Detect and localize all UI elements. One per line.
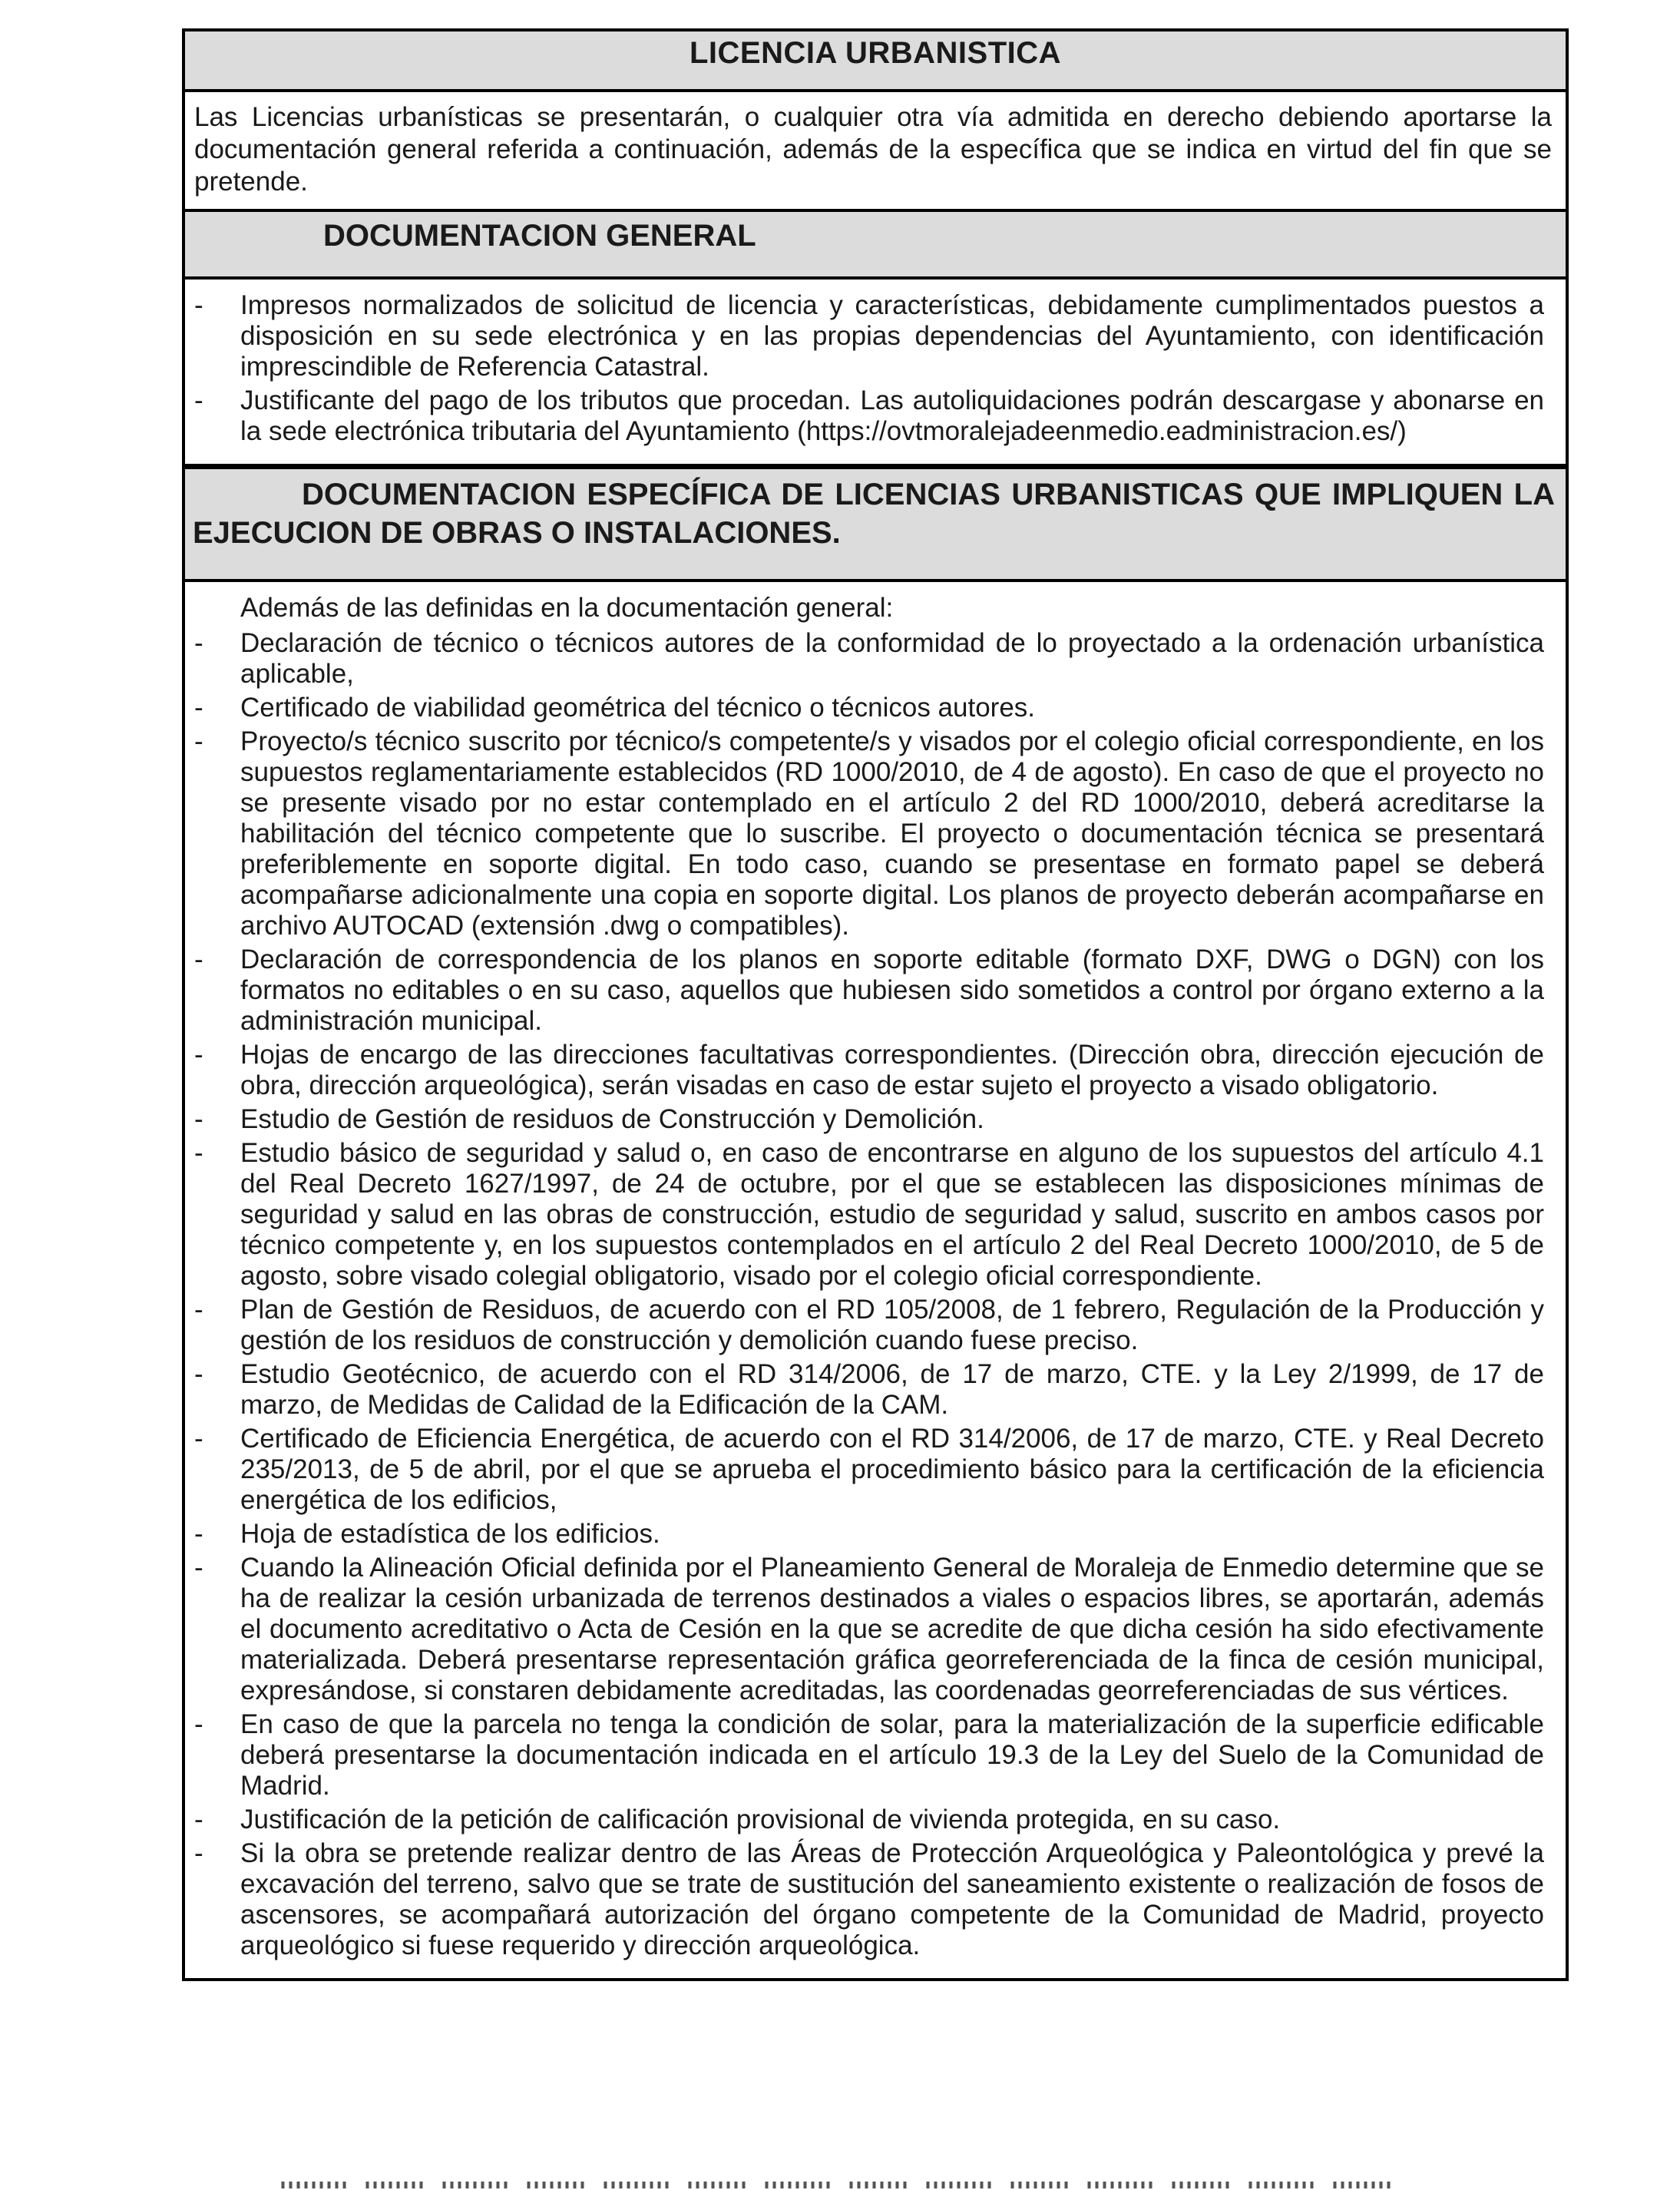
list-item-text: Cuando la Alineación Oficial definida por el Planeamiento General de Moraleja de Enmedio determine que se ha de realizar la cesión urbanizada de terrenos destinados a viales o espacios libres, se aportarán, además el documento acreditativo o Acta de Cesión en la que se acredite de que dicha cesión ha sido efectivamente materializada. Deberá presentarse representación gráfica georreferenciada de la finca de cesión municipal, expresándose, si constaren debidamente acreditadas, las coordenadas georreferenciadas de sus vértices. [240,1553,1544,1705]
list-item [190,726,1544,941]
list-item-text: En caso de que la parcela no tenga la condición de solar, para la materialización de la superficie edificable deberá presentarse la documentación indicada en el artículo 19.3 de la Ley del Suelo de la Comunidad de Madrid. [240,1709,1544,1801]
bullet-dash: - [194,1040,203,1070]
bullet-dash: - [194,1519,203,1549]
list-item [190,628,1544,690]
bullet-dash: - [194,1104,203,1134]
specific-heading: DOCUMENTACION ESPECÍFICA DE LICENCIAS URBANISTICAS QUE IMPLIQUEN LA EJECUCION DE OBRAS O INSTALACIONES. [193,478,1555,550]
list-item-text: Certificado de viabilidad geométrica del técnico o técnicos autores. [240,693,1036,723]
list-item [190,1138,1544,1292]
list-item [190,693,1544,723]
list-item-text: Estudio de Gestión de residuos de Construcción y Demolición. [240,1104,984,1134]
bullet-dash: - [194,693,203,723]
list-item-text: Justificante del pago de los tributos que procedan. Las autoliquidaciones podrán descargase y abonarse en la sede electrónica tributaria del Ayuntamiento (https://ovtmoralejadeenmedio.eadministracion.es/) [240,385,1544,446]
bullet-dash: - [194,628,203,658]
list-item-text: Estudio básico de seguridad y salud o, en caso de encontrarse en alguno de los supuestos del artículo 4.1 del Real Decreto 1627/1997, de 24 de octubre, por el que se establecen las disposiciones mínimas de seguridad y salud en las obras de construcción, estudio de seguridad y salud, suscrito en ambos casos por técnico competente y, en los supuestos contemplados en el artículo 2 del Real Decreto 1000/2010, de 5 de agosto, sobre visado colegial obligatorio, visado por el colegio oficial correspondiente. [240,1138,1544,1291]
list-item [190,1295,1544,1356]
bullet-dash: - [194,1424,203,1454]
list-item-text: Si la obra se pretende realizar dentro de las Áreas de Protección Arqueológica y Paleontológica y prevé la excavación del terreno, salvo que se trate de sustitución del saneamiento existente o realización de fosos de ascensores, se acompañará autorización del órgano competente de la Comunidad de Madrid, proyecto arqueológico si fuese requerido y dirección arqueológica. [240,1838,1544,1960]
bullet-dash: - [194,726,203,756]
bullet-dash: - [194,290,203,320]
list-item [190,1424,1544,1516]
list-item [190,1104,1544,1135]
list-item-text: Proyecto/s técnico suscrito por técnico/s competente/s y visados por el colegio oficial correspondiente, en los supuestos reglamentariamente establecidos (RD 1000/2010, de 4 de agosto). En caso de que el proyecto no se presente visado por no estar contemplado en el artículo 2 del RD 1000/2010, deberá acreditarse la habilitación del técnico competente que lo suscribe. El proyecto o documentación técnica se presentará preferiblemente en soporte digital. En todo caso, cuando se presentase en formato papel se deberá acompañarse adicionalmente una copia en soporte digital. Los planos de proyecto deberán acompañarse en archivo AUTOCAD (extensión .dwg o compatibles). [240,726,1544,941]
general-list [190,290,1544,447]
bullet-dash: - [194,1805,203,1834]
list-item-text: Estudio Geotécnico, de acuerdo con el RD 314/2006, de 17 de marzo, CTE. y la Ley 2/1999, de 17 de marzo, de Medidas de Calidad de la Edificación de la CAM. [240,1359,1544,1420]
bullet-dash: - [194,1295,203,1325]
list-item [190,290,1544,382]
intro-paragraph: Las Licencias urbanísticas se presentarán, o cualquier otra vía admitida en derecho debiendo aportarse la documentación general referida a continuación, además de la específica que se indica en virtud del fin que se pretende. [194,102,1552,197]
specific-lead-line: Además de las definidas en la documentación general: [240,593,894,623]
bullet-dash: - [194,1359,203,1389]
list-item [190,1359,1544,1421]
list-item [190,944,1544,1037]
bullet-dash: - [194,1138,203,1168]
bullet-dash: - [194,385,203,415]
list-item-text: Impresos normalizados de solicitud de licencia y características, debidamente cumplimentados puestos a disposición en su sede electrónica y en las propias dependencias del Ayuntamiento, con identificación imprescindible de Referencia Catastral. [240,290,1544,382]
list-item-text: Justificación de la petición de calificación provisional de vivienda protegida, en su caso. [240,1805,1281,1834]
list-item [190,1040,1544,1101]
list-item [190,1838,1544,1961]
list-item [190,385,1544,447]
bullet-dash: - [194,1838,203,1868]
title-row [185,31,1566,89]
bullet-dash: - [194,944,203,974]
list-item-text: Hoja de estadística de los edificios. [240,1519,660,1549]
list-item [190,1553,1544,1706]
list-item-text: Hojas de encargo de las direcciones facultativas correspondientes. (Dirección obra, dirección ejecución de obra, dirección arqueológica), serán visadas en caso de estar sujeto el proyecto a visado obligatorio. [240,1040,1544,1100]
page-title: LICENCIA URBANISTICA [689,36,1062,70]
general-heading: DOCUMENTACION GENERAL [323,219,756,253]
cropped-next-heading-remnant [282,2182,1399,2188]
list-item [190,1519,1544,1550]
list-item [190,1709,1544,1801]
list-item-text: Plan de Gestión de Residuos, de acuerdo con el RD 105/2008, de 1 febrero, Regulación de la Producción y gestión de los residuos de construcción y demolición cuando fuese preciso. [240,1295,1544,1355]
license-document-table [182,28,1569,1981]
specific-heading-row [185,464,1566,579]
general-list-row [185,276,1566,464]
list-item-text: Certificado de Eficiencia Energética, de acuerdo con el RD 314/2006, de 17 de marzo, CTE. y Real Decreto 235/2013, de 5 de abril, por el que se aprueba el procedimiento básico para la certificación de la eficiencia energética de los edificios, [240,1424,1544,1515]
list-item-text: Declaración de técnico o técnicos autores de la conformidad de lo proyectado a la ordenación urbanística aplicable, [240,628,1544,689]
general-heading-row [185,209,1566,276]
bullet-dash: - [194,1709,203,1739]
bullet-dash: - [194,1553,203,1583]
specific-list-row [185,579,1566,1978]
list-item [190,1805,1544,1835]
intro-row [185,89,1566,209]
specific-list [190,628,1544,1961]
list-item-text: Declaración de correspondencia de los planos en soporte editable (formato DXF, DWG o DGN) con los formatos no editables o en su caso, aquellos que hubiesen sido sometidos a control por órgano externo a la administración municipal. [240,944,1544,1036]
